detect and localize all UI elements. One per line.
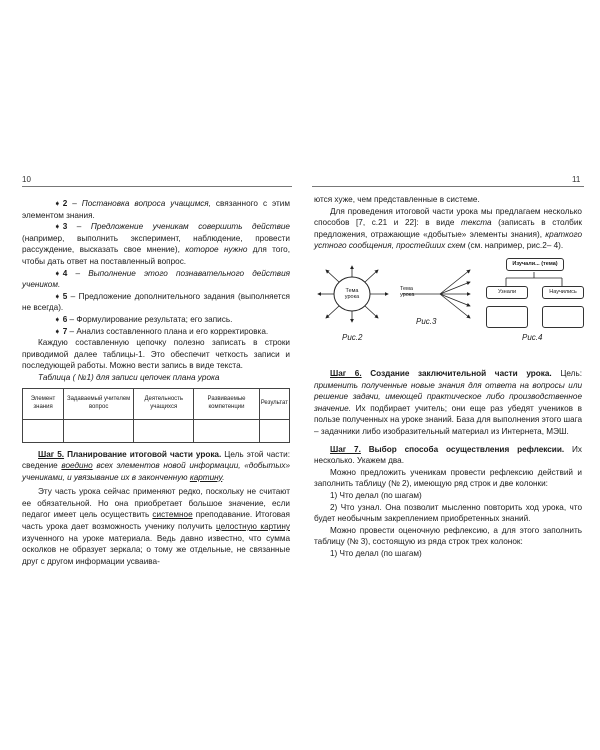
- arrow-right-icon: ➧: [54, 199, 61, 208]
- list-item: ➧ 6 – Формулирование результата; его запись.: [22, 314, 290, 326]
- fig4-right-empty-box: [542, 306, 584, 328]
- list-item: ➧ 3 – Предложение ученикам совершить действие (например, выполнить эксперимент, наблюдение, провести рассуждение, высказать свое мнение), которое нужно для того, чтобы дать ответ на поставленный вопрос.: [22, 222, 290, 266]
- fig4-top-box: Изучали... (тема): [506, 258, 564, 271]
- step-7-paragraph: Шаг 7. Выбор способа осуществления рефлексии. Их несколько. Укажем два.: [314, 444, 582, 466]
- list-item: ➧ 7 – Анализ составленного плана и его корректировка.: [22, 326, 290, 338]
- step-5-heading: Шаг 5. Планирование итоговой части урока.: [38, 449, 222, 459]
- fig4-caption: Рис.4: [522, 332, 543, 342]
- table-cell: [64, 419, 134, 442]
- table-cell: [134, 419, 194, 442]
- figures-area: [314, 256, 582, 368]
- paragraph: Каждую составленную цепочку полезно записать в строки приводимой далее таблицы-1. Это обеспечит четкость записи и последующей работы. Можно вести запись в виде текста.: [22, 338, 290, 371]
- plan-table: [22, 388, 290, 443]
- paragraph: Эту часть урока сейчас применяют редко, поскольку не считают ее обязательной. Но она приобретает большое значение, если педагог имеет цель осуществить системное преподавание. Итоговая часть урока дает возможность ученику получить целостную картину изученного на уроке материала. Ведь давно известно, что сумма осколков не образует зеркала; о тому же отдельные, не связанные друг с другом информации усваива-: [22, 487, 290, 566]
- list-item: ➧ 5 – Предложение дополнительного задания (выполняется не всегда).: [22, 291, 290, 313]
- list-item: 1) Что делал (по шагам): [330, 490, 422, 500]
- arrow-right-icon: ➧: [54, 326, 61, 336]
- right-page: [300, 0, 600, 750]
- list-item: 2) Что узнал. Она позволит мысленно повторить ход урока, что будет необычным закреплением приобретенных знаний.: [314, 502, 582, 524]
- left-text-column: [22, 198, 290, 567]
- table-cell: [194, 419, 259, 442]
- fig4-right-box: Научились: [542, 286, 584, 299]
- paragraph: Можно предложить ученикам провести рефлексию действий и заполнить таблицу (№ 2), имеющую ряд строк и две колонки:: [314, 467, 582, 489]
- paragraph: Для проведения итоговой части урока мы предлагаем несколько способов [7, с.21 и 22]: в виде текста (записать в столбик предложения, отражающие «добытые» элементы знания), краткого устного сообщения, простейших схем (см. например, рис.2– 4).: [314, 206, 583, 251]
- step-5-paragraph: Шаг 5. Планирование итоговой части урока. Цель этой части: сведение воедино всех элементов новой информации, «добытых» учениками, и увязывание их в законченную картину.: [22, 449, 291, 482]
- step-6-heading: Шаг 6. Создание заключительной части урока.: [330, 368, 552, 378]
- table-cell: [259, 419, 289, 442]
- right-text-column: [314, 194, 582, 559]
- fig2-label: Тема урока: [344, 287, 360, 301]
- list-item: 1) Что делал (по шагам): [330, 548, 422, 558]
- arrow-right-icon: ➧: [54, 222, 61, 232]
- step-6-paragraph: Шаг 6. Создание заключительной части урока. Цель: применить полученные новые знания для ответа на вопросы или решение задачи, имеющей практическое либо производственное значение. Их подбирает учитель; они еще раз убедят учеников в пользе полученных на уроке знаний. База для выполнения этого шага – задачники либо изобразительный материал из Интернета, МЭШ.: [314, 368, 582, 436]
- table-header: Задаваемый учителем вопрос: [64, 388, 134, 419]
- list-item: ➧ 2 – Постановка вопроса учащимся, связанного с этим элементом знания.: [22, 199, 290, 220]
- header-rule-left: [22, 186, 292, 187]
- fig4-left-box: Узнали: [486, 286, 528, 299]
- header-rule-right: [312, 186, 584, 187]
- paragraph: Можно провести оценочную рефлексию, а для этого заполнить таблицу (№ 3), состоящую из ряда строк трех колонок:: [314, 525, 582, 547]
- table-cell: [23, 419, 64, 442]
- table-header: Результат: [259, 388, 289, 419]
- page-number-left: 10: [22, 175, 31, 184]
- arrow-right-icon: ➧: [54, 314, 61, 324]
- table-caption: Таблица ( №1) для записи цепочек плана урока: [38, 372, 220, 382]
- table-header: Элемент знания: [23, 388, 64, 419]
- step-7-heading: Шаг 7. Выбор способа осуществления рефлексии.: [330, 444, 565, 454]
- paragraph: ются хуже, чем представленные в системе.: [314, 195, 480, 204]
- list-item: ➧ 4 – Выполнение этого познавательного действия учеником.: [22, 268, 290, 290]
- table-header: Деятельность учащихся: [134, 388, 194, 419]
- fig3-label: Тема урока: [400, 285, 415, 299]
- fig2-caption: Рис.2: [342, 332, 363, 342]
- fig4-left-empty-box: [486, 306, 528, 328]
- fig3-caption: Рис.3: [416, 316, 437, 326]
- arrow-right-icon: ➧: [54, 268, 61, 278]
- page-number-right: 11: [572, 175, 581, 184]
- arrow-right-icon: ➧: [54, 291, 61, 301]
- table-header: Развиваемые компетенции: [194, 388, 259, 419]
